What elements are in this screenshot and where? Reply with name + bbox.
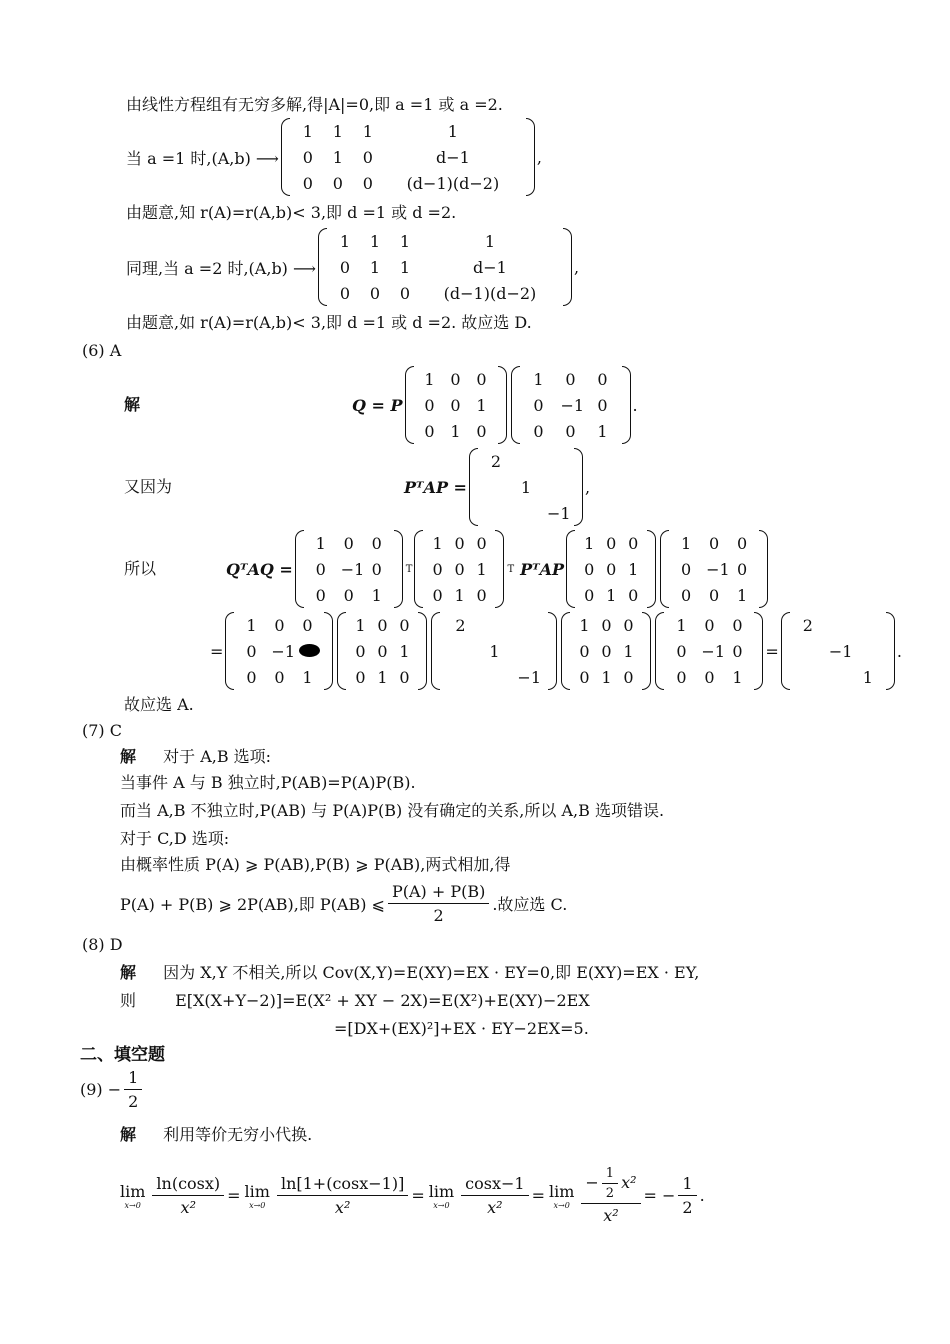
matrix-cell: 1 bbox=[339, 231, 351, 251]
matrix-cell: 0 bbox=[737, 559, 748, 579]
q6-because: 又因为 bbox=[124, 477, 173, 496]
matrix-cell: 0 bbox=[623, 667, 634, 687]
matrix-cell: 0 bbox=[377, 615, 388, 635]
matrix-cell: 0 bbox=[676, 641, 687, 661]
diag-matrix-2 bbox=[660, 530, 768, 608]
matrix-cell: 0 bbox=[450, 395, 461, 415]
q7-line6 bbox=[120, 882, 567, 925]
matrix-cell: 0 bbox=[704, 615, 715, 635]
qtaq-lhs: QᵀAQ = bbox=[226, 559, 293, 579]
matrix-cell: 0 bbox=[476, 369, 487, 389]
matrix-cell: 0 bbox=[597, 395, 608, 415]
q5-case-a1-prefix: 当 a =1 时,(A,b) ⟶ bbox=[126, 148, 279, 168]
matrix-cell: 0 bbox=[315, 559, 326, 579]
q5-case-a2-prefix: 同理,当 a =2 时,(A,b) ⟶ bbox=[126, 258, 316, 278]
matrix-cell: 0 bbox=[371, 559, 382, 579]
matrix-cell: −1 bbox=[701, 641, 725, 661]
matrix-cell: 1 bbox=[424, 369, 435, 389]
matrix-cell: 0 bbox=[476, 585, 487, 605]
matrix-cell: 0 bbox=[737, 533, 748, 553]
matrix-cell: −1 bbox=[828, 641, 853, 661]
q6-ptap: PᵀAP = 2 1 −1 , bbox=[404, 448, 590, 526]
matrix-cell: 0 bbox=[584, 559, 595, 579]
q6-label: (6) A bbox=[82, 341, 122, 360]
q7-line4: 对于 C,D 选项: bbox=[120, 829, 230, 848]
matrix-cell: 0 bbox=[339, 257, 351, 277]
matrix-cell: 0 bbox=[704, 667, 715, 687]
matrix-cell: 0 bbox=[732, 641, 743, 661]
augmented-matrix-a2 bbox=[318, 228, 572, 306]
matrix-cell: 0 bbox=[606, 533, 617, 553]
q7-line5: 由概率性质 P(A) ⩾ P(AB),P(B) ⩾ P(AB),两式相加,得 bbox=[120, 855, 511, 874]
q7-line2: 当事件 A 与 B 独立时,P(AB)=P(A)P(B). bbox=[120, 773, 416, 792]
matrix-cell: 0 bbox=[454, 533, 465, 553]
matrix-cell: 1 bbox=[447, 121, 458, 141]
matrix-cell: 1 bbox=[476, 395, 487, 415]
matrix-cell: (d−1)(d−2) bbox=[443, 283, 537, 303]
matrix-cell: 0 bbox=[454, 559, 465, 579]
diag-matrix bbox=[511, 366, 631, 444]
q7-line3: 而当 A,B 不独立时,P(AB) 与 P(A)P(B) 没有确定的关系,所以 A,B 选项错误. bbox=[120, 801, 665, 820]
q9-answer-den: 2 bbox=[128, 1092, 139, 1111]
matrix-cell: 1 bbox=[732, 667, 743, 687]
matrix-cell: 0 bbox=[628, 533, 639, 553]
matrix-cell: 0 bbox=[274, 615, 285, 635]
matrix-cell: 0 bbox=[246, 641, 257, 661]
result-matrix bbox=[781, 612, 895, 690]
matrix-cell: 1 bbox=[533, 369, 544, 389]
matrix-cell: 1 bbox=[377, 667, 388, 687]
q9-answer bbox=[124, 1068, 142, 1111]
q6-qtaq-line1: QᵀAQ = 1 0 0 0 −1 0 0 0 1 T 1 0 0 0 0 1 0 1 0 T PᵀAP 1 0 0 0 0 1 0 1 0 1 0 0 0 −1 0 0 0 1 bbox=[226, 530, 770, 608]
q7-fraction bbox=[388, 882, 489, 925]
matrix-cell: 0 bbox=[732, 615, 743, 635]
matrix-cell: 1 bbox=[681, 533, 692, 553]
matrix-cell: 0 bbox=[339, 283, 351, 303]
q8-line2: E[X(X+Y−2)]=E(X² + XY − 2X)=E(X²)+E(XY)−2EX bbox=[175, 991, 590, 1010]
q8-line1: 因为 X,Y 不相关,所以 Cov(X,Y)=E(XY)=EX · EY=0,即 E(XY)=EX · EY, bbox=[163, 963, 700, 982]
matrix-cell: 1 bbox=[371, 585, 382, 605]
matrix-cell: 0 bbox=[399, 667, 410, 687]
matrix-cell: 1 bbox=[246, 615, 257, 635]
q9-line1-wrap bbox=[120, 1124, 312, 1146]
matrix-cell: 0 bbox=[597, 369, 608, 389]
matrix-cell: 1 bbox=[623, 641, 634, 661]
q6-conclusion: 故应选 A. bbox=[124, 695, 194, 714]
matrix-cell: 1 bbox=[369, 257, 381, 277]
matrix-cell: 0 bbox=[565, 369, 576, 389]
q5-case-a1: 当 a =1 时,(A,b) ⟶ 1 1 1 1 0 1 0 d−1 0 0 0 (d−1)(d−2) , bbox=[126, 118, 542, 196]
print-artifact-dot bbox=[299, 644, 320, 657]
matrix-cell: 1 bbox=[399, 231, 411, 251]
matrix-cell: −1 bbox=[517, 667, 541, 687]
matrix-cell: 1 bbox=[737, 585, 748, 605]
q7-line1-wrap bbox=[120, 746, 271, 768]
matrix-cell: 1 bbox=[862, 667, 873, 687]
matrix-cell: 0 bbox=[302, 173, 313, 193]
q7-frac-den: 2 bbox=[433, 906, 444, 925]
matrix-cell: 0 bbox=[343, 585, 354, 605]
matrix-cell: 1 bbox=[597, 421, 608, 441]
q6-jie: 解 bbox=[124, 395, 141, 414]
matrix-cell: 1 bbox=[484, 231, 496, 251]
matrix-cell: 0 bbox=[399, 615, 410, 635]
matrix-cell: 0 bbox=[681, 559, 692, 579]
q-equals-p: Q = P bbox=[352, 395, 403, 415]
matrix-cell: 0 bbox=[628, 585, 639, 605]
matrix-cell: 1 bbox=[332, 121, 343, 141]
matrix-cell: 0 bbox=[623, 615, 634, 635]
q5-line3: 由题意,知 r(A)=r(A,b)< 3,即 d =1 或 d =2. bbox=[126, 203, 457, 222]
section-title: 二、填空题 bbox=[80, 1045, 165, 1065]
matrix-cell: 0 bbox=[355, 667, 366, 687]
matrix-cell: −1 bbox=[271, 641, 295, 661]
matrix-cell: 0 bbox=[302, 147, 313, 167]
matrix-cell: 1 bbox=[302, 121, 313, 141]
matrix-cell bbox=[293, 642, 321, 661]
ptap-lhs: PᵀAP = bbox=[404, 477, 467, 497]
matrix-cell: 0 bbox=[362, 147, 373, 167]
matrix-cell: 1 bbox=[355, 615, 366, 635]
matrix-cell: 0 bbox=[584, 585, 595, 605]
matrix-cell: 0 bbox=[533, 395, 544, 415]
diag-matrix-t bbox=[295, 530, 403, 608]
matrix-cell: 0 bbox=[424, 421, 435, 441]
matrix-cell: −1 bbox=[546, 503, 571, 523]
matrix-cell: 2 bbox=[455, 615, 466, 635]
matrix-cell: 1 bbox=[315, 533, 326, 553]
matrix-cell: 1 bbox=[399, 257, 411, 277]
q7-line6-prefix: P(A) + P(B) ⩾ 2P(AB),即 P(AB) ⩽ bbox=[120, 895, 385, 914]
matrix-cell: 0 bbox=[377, 641, 388, 661]
ptap-label: PᵀAP bbox=[520, 559, 565, 579]
augmented-matrix-a1 bbox=[281, 118, 535, 196]
matrix-cell: 0 bbox=[450, 369, 461, 389]
matrix-cell: 1 bbox=[606, 585, 617, 605]
matrix-cell: 0 bbox=[274, 667, 285, 687]
q8-label: (8) D bbox=[82, 935, 123, 954]
matrix-cell: 0 bbox=[432, 585, 443, 605]
q8-ze: 则 bbox=[120, 991, 137, 1010]
matrix-cell: 1 bbox=[362, 121, 373, 141]
matrix-cell: 0 bbox=[369, 283, 381, 303]
q7-frac-num: P(A) + P(B) bbox=[388, 882, 489, 904]
matrix-cell: 1 bbox=[454, 585, 465, 605]
matrix-cell: 0 bbox=[332, 173, 343, 193]
matrix-cell: 1 bbox=[584, 533, 595, 553]
q9-limit-chain: lim x→0 $\frac{\ln(\cos x)}{\text{x²}}$ = lim x→0 $\frac{\ln[1+(\cos x-1)]}{\text{x²}}$ = lim x→0 $\frac{\cos x-1}{\text{x²}}$ = lim x→0 − $\frac{1}{2}$ x² x² = − $\frac{1}{2}$ . bbox=[120, 1166, 705, 1225]
matrix-cell: 1 bbox=[676, 615, 687, 635]
matrix-cell: 1 bbox=[369, 231, 381, 251]
q7-jie: 解 bbox=[120, 747, 137, 766]
ptap-matrix bbox=[469, 448, 583, 526]
q6-qtaq-line2: = 1 0 0 0 −1 0 0 1 1 0 0 0 0 1 0 1 0 2 1 −1 1 0 0 0 0 1 0 1 0 1 0 0 0 −1 0 0 0 1 = 2 −1 1 . bbox=[210, 612, 902, 690]
matrix-cell: 0 bbox=[601, 641, 612, 661]
matrix-cell: d−1 bbox=[435, 147, 470, 167]
matrix-cell: 0 bbox=[565, 421, 576, 441]
matrix-cell: 2 bbox=[802, 615, 813, 635]
matrix-cell: 0 bbox=[399, 283, 411, 303]
matrix-cell: 0 bbox=[579, 641, 590, 661]
matrix-cell: 1 bbox=[332, 147, 343, 167]
matrix-cell: −1 bbox=[706, 559, 730, 579]
matrix-cell: 1 bbox=[601, 667, 612, 687]
matrix-cell: 0 bbox=[362, 173, 373, 193]
q9-answer-num: 1 bbox=[124, 1068, 142, 1090]
matrix-cell: 1 bbox=[476, 559, 487, 579]
matrix-cell: 1 bbox=[489, 641, 500, 661]
matrix-cell: 0 bbox=[476, 421, 487, 441]
q5-case-a2: 同理,当 a =2 时,(A,b) ⟶ 1 1 1 1 0 1 1 d−1 0 0 0 (d−1)(d−2) , bbox=[126, 228, 579, 306]
q6-q-definition: Q = P 1 0 0 0 0 1 0 1 0 1 0 0 0 −1 0 0 0 1 . bbox=[352, 366, 638, 444]
matrix-cell: 1 bbox=[432, 533, 443, 553]
matrix-cell: 0 bbox=[579, 667, 590, 687]
matrix-cell: (d−1)(d−2) bbox=[406, 173, 500, 193]
matrix-cell: 0 bbox=[424, 395, 435, 415]
matrix-cell: 0 bbox=[681, 585, 692, 605]
matrix-cell: 0 bbox=[676, 667, 687, 687]
diag-matrix-3 bbox=[655, 612, 763, 690]
matrix-cell: 0 bbox=[476, 533, 487, 553]
matrix-cell: 0 bbox=[343, 533, 354, 553]
matrix-cell: 0 bbox=[302, 615, 313, 635]
perm-matrix-2 bbox=[566, 530, 656, 608]
matrix-cell: 0 bbox=[601, 615, 612, 635]
q8-line3: =[DX+(EX)²]+EX · EY−2EX=5. bbox=[334, 1019, 589, 1038]
matrix-cell: 1 bbox=[450, 421, 461, 441]
matrix-cell: 0 bbox=[533, 421, 544, 441]
matrix-cell: 0 bbox=[709, 585, 720, 605]
q9-jie: 解 bbox=[120, 1125, 137, 1144]
perm-matrix-4 bbox=[561, 612, 651, 690]
matrix-cell: 1 bbox=[520, 477, 532, 497]
q9-label bbox=[80, 1068, 145, 1111]
matrix-cell: 1 bbox=[628, 559, 639, 579]
matrix-cell: 1 bbox=[399, 641, 410, 661]
matrix-cell: 0 bbox=[246, 667, 257, 687]
matrix-cell: 0 bbox=[432, 559, 443, 579]
q6-so: 所以 bbox=[124, 559, 157, 578]
matrix-cell: 2 bbox=[490, 451, 502, 471]
matrix-cell: 1 bbox=[579, 615, 590, 635]
diag-matrix-artifact bbox=[225, 612, 333, 690]
matrix-cell: 0 bbox=[606, 559, 617, 579]
matrix-cell: 1 bbox=[302, 667, 313, 687]
matrix-cell: d−1 bbox=[473, 257, 507, 277]
q8-jie: 解 bbox=[120, 963, 137, 982]
q8-line2-wrap bbox=[120, 990, 590, 1012]
perm-matrix-3 bbox=[337, 612, 427, 690]
q8-line1-wrap bbox=[120, 962, 699, 984]
q9-label-text: (9) − bbox=[80, 1080, 122, 1099]
matrix-cell: 0 bbox=[355, 641, 366, 661]
matrix-cell: 0 bbox=[371, 533, 382, 553]
matrix-cell: 0 bbox=[315, 585, 326, 605]
q9-line1: 利用等价无穷小代换. bbox=[163, 1125, 313, 1144]
q5-line5: 由题意,如 r(A)=r(A,b)< 3,即 d =1 或 d =2. 故应选 D. bbox=[126, 313, 532, 332]
matrix-cell: −1 bbox=[560, 395, 585, 415]
ptap-matrix-2 bbox=[431, 612, 557, 690]
perm-matrix-t bbox=[414, 530, 504, 608]
q7-label: (7) C bbox=[82, 721, 122, 740]
matrix-cell: 0 bbox=[709, 533, 720, 553]
perm-matrix bbox=[405, 366, 507, 444]
q7-line6-suffix: .故应选 C. bbox=[492, 895, 568, 914]
q5-line1: 由线性方程组有无穷多解,得|A|=0,即 a =1 或 a =2. bbox=[126, 95, 503, 114]
matrix-cell: −1 bbox=[340, 559, 365, 579]
q7-line1: 对于 A,B 选项: bbox=[163, 747, 272, 766]
